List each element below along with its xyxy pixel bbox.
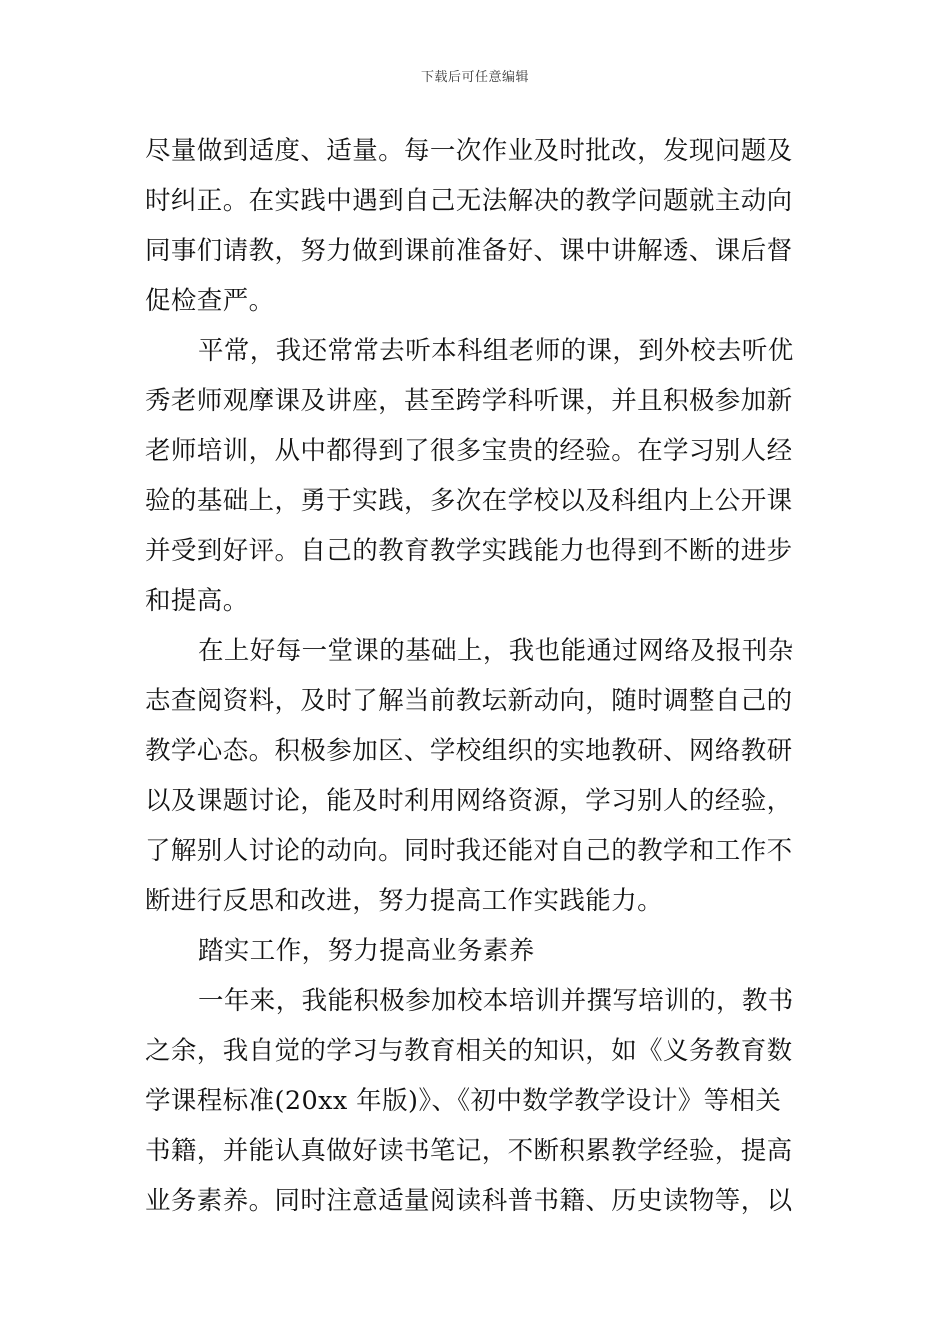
text-line: 教学心态。积极参加区、学校组织的实地教研、网络教研 [145, 736, 793, 766]
section-heading: 踏实工作，努力提高业务素养 [198, 936, 535, 966]
text-line: 书籍，并能认真做好读书笔记，不断积累教学经验，提高 [145, 1136, 793, 1166]
text-line: 时纠正。在实践中遇到自己无法解决的教学问题就主动向 [145, 186, 793, 216]
text-line: 学课程标准(20xx 年版)》、《初中数学教学设计》等相关 [145, 1086, 782, 1116]
text-line: 志查阅资料，及时了解当前教坛新动向，随时调整自己的 [145, 686, 793, 716]
text-line: 之余，我自觉的学习与教育相关的知识，如《义务教育数 [145, 1036, 793, 1066]
page-header: 下载后可任意编辑 [420, 70, 529, 85]
paragraph-first-line: 在上好每一堂课的基础上，我也能通过网络及报刊杂 [198, 636, 794, 666]
text-line: 并受到好评。自己的教育教学实践能力也得到不断的进步 [145, 536, 793, 566]
text-line: 和提高。 [145, 586, 249, 616]
body-text [145, 126, 810, 1226]
text-line: 老师培训，从中都得到了很多宝贵的经验。在学习别人经 [145, 436, 793, 466]
paragraph-first-line: 平常，我还常常去听本科组老师的课，到外校去听优 [198, 336, 794, 366]
text-line: 业务素养。同时注意适量阅读科普书籍、历史读物等，以 [145, 1186, 793, 1216]
text-line: 以及课题讨论，能及时利用网络资源，学习别人的经验， [145, 786, 793, 816]
text-line: 了解别人讨论的动向。同时我还能对自己的教学和工作不 [145, 836, 793, 866]
text-line: 秀老师观摩课及讲座，甚至跨学科听课，并且积极参加新 [145, 386, 793, 416]
text-line: 同事们请教，努力做到课前准备好、课中讲解透、课后督 [145, 236, 793, 266]
paragraph-first-line: 一年来，我能积极参加校本培训并撰写培训的，教书 [198, 986, 794, 1016]
text-line: 验的基础上，勇于实践，多次在学校以及科组内上公开课 [145, 486, 793, 516]
text-line: 促检查严。 [145, 286, 275, 316]
text-line: 尽量做到适度、适量。每一次作业及时批改，发现问题及 [145, 136, 793, 166]
text-line: 断进行反思和改进，努力提高工作实践能力。 [145, 886, 664, 916]
